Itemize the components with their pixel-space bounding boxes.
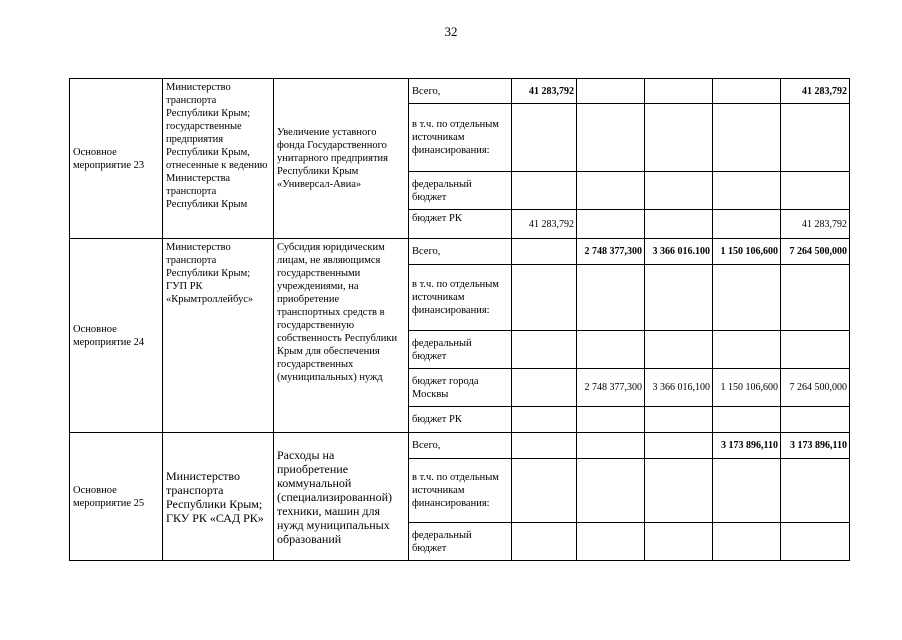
value-cell	[713, 407, 781, 433]
value-cell	[512, 523, 577, 561]
value-cell	[781, 265, 850, 331]
measure-cell: Основное мероприятие 23	[70, 79, 163, 239]
value-cell	[512, 265, 577, 331]
measure-cell: Основное мероприятие 25	[70, 433, 163, 561]
source-label: федеральный бюджет	[409, 172, 512, 210]
value-cell	[577, 523, 645, 561]
value-cell	[512, 433, 577, 459]
value-cell	[512, 104, 577, 172]
description-cell: Увеличение уставного фонда Государственного унитарного предприятия Республики Крым «Универсал-Авиа»	[274, 79, 409, 239]
table-row	[70, 79, 850, 104]
value-cell	[781, 523, 850, 561]
executor-cell: Министерство транспорта Республики Крым; ГКУ РК «САД РК»	[163, 433, 274, 561]
value-cell	[512, 239, 577, 265]
value-cell: 41 283,792	[512, 210, 577, 239]
source-label: бюджет РК	[409, 407, 512, 433]
description-cell: Расходы на приобретение коммунальной (специализированной) техники, машин для нужд муниципальных образований	[274, 433, 409, 561]
table-row	[70, 239, 850, 265]
value-cell: 2 748 377,300	[577, 369, 645, 407]
source-label: Всего,	[409, 433, 512, 459]
value-cell	[781, 104, 850, 172]
page-number: 32	[444, 24, 458, 39]
value-cell	[645, 210, 713, 239]
value-cell	[713, 210, 781, 239]
executor-cell: Министерство транспорта Республики Крым; государственные предприятия Республики Крым, отнесенные к ведению Министерства транспорта Республики Крым	[163, 79, 274, 239]
value-cell	[645, 265, 713, 331]
value-cell	[577, 79, 645, 104]
value-cell	[713, 104, 781, 172]
value-cell	[577, 433, 645, 459]
value-cell	[713, 331, 781, 369]
value-cell: 3 173 896,110	[781, 433, 850, 459]
value-cell	[781, 407, 850, 433]
value-cell: 2 748 377,300	[577, 239, 645, 265]
value-cell	[713, 265, 781, 331]
value-cell: 3 366 016,100	[645, 369, 713, 407]
source-label: в т.ч. по отдельным источникам финансирования:	[409, 104, 512, 172]
value-cell	[577, 331, 645, 369]
measure-cell: Основное мероприятие 24	[70, 239, 163, 433]
value-cell	[645, 104, 713, 172]
value-cell	[577, 407, 645, 433]
source-label: федеральный бюджет	[409, 523, 512, 561]
value-cell	[512, 369, 577, 407]
value-cell	[645, 523, 713, 561]
value-cell	[577, 459, 645, 523]
source-label: Всего,	[409, 239, 512, 265]
value-cell	[512, 172, 577, 210]
value-cell	[713, 459, 781, 523]
source-label: в т.ч. по отдельным источникам финансирования:	[409, 265, 512, 331]
value-cell	[577, 172, 645, 210]
value-cell	[645, 407, 713, 433]
value-cell	[645, 331, 713, 369]
source-label: в т.ч. по отдельным источникам финансирования:	[409, 459, 512, 523]
value-cell: 41 283,792	[781, 210, 850, 239]
value-cell: 3 366 016.100	[645, 239, 713, 265]
value-cell	[781, 459, 850, 523]
value-cell	[512, 331, 577, 369]
source-label: Всего,	[409, 79, 512, 104]
value-cell	[713, 172, 781, 210]
value-cell: 1 150 106,600	[713, 369, 781, 407]
executor-cell: Министерство транспорта Республики Крым; ГУП РК «Крымтроллейбус»	[163, 239, 274, 433]
value-cell: 41 283,792	[781, 79, 850, 104]
value-cell	[512, 407, 577, 433]
value-cell	[645, 459, 713, 523]
value-cell	[713, 523, 781, 561]
source-label: федеральный бюджет	[409, 331, 512, 369]
value-cell	[645, 433, 713, 459]
budget-table	[69, 78, 850, 561]
value-cell: 1 150 106,600	[713, 239, 781, 265]
value-cell	[713, 79, 781, 104]
value-cell	[577, 104, 645, 172]
value-cell: 7 264 500,000	[781, 239, 850, 265]
value-cell	[645, 172, 713, 210]
source-label: бюджет города Москвы	[409, 369, 512, 407]
value-cell: 7 264 500,000	[781, 369, 850, 407]
value-cell	[577, 210, 645, 239]
source-label: бюджет РК	[409, 210, 512, 239]
value-cell	[781, 172, 850, 210]
table-row	[70, 433, 850, 459]
value-cell: 41 283,792	[512, 79, 577, 104]
value-cell	[645, 79, 713, 104]
value-cell: 3 173 896,110	[713, 433, 781, 459]
value-cell	[512, 459, 577, 523]
value-cell	[577, 265, 645, 331]
description-cell: Субсидия юридическим лицам, не являющимся государственными учреждениями, на приобретение транспортных средств в государственную собственность Республики Крым для обеспечения государственных (муниципальных) нужд	[274, 239, 409, 433]
value-cell	[781, 331, 850, 369]
